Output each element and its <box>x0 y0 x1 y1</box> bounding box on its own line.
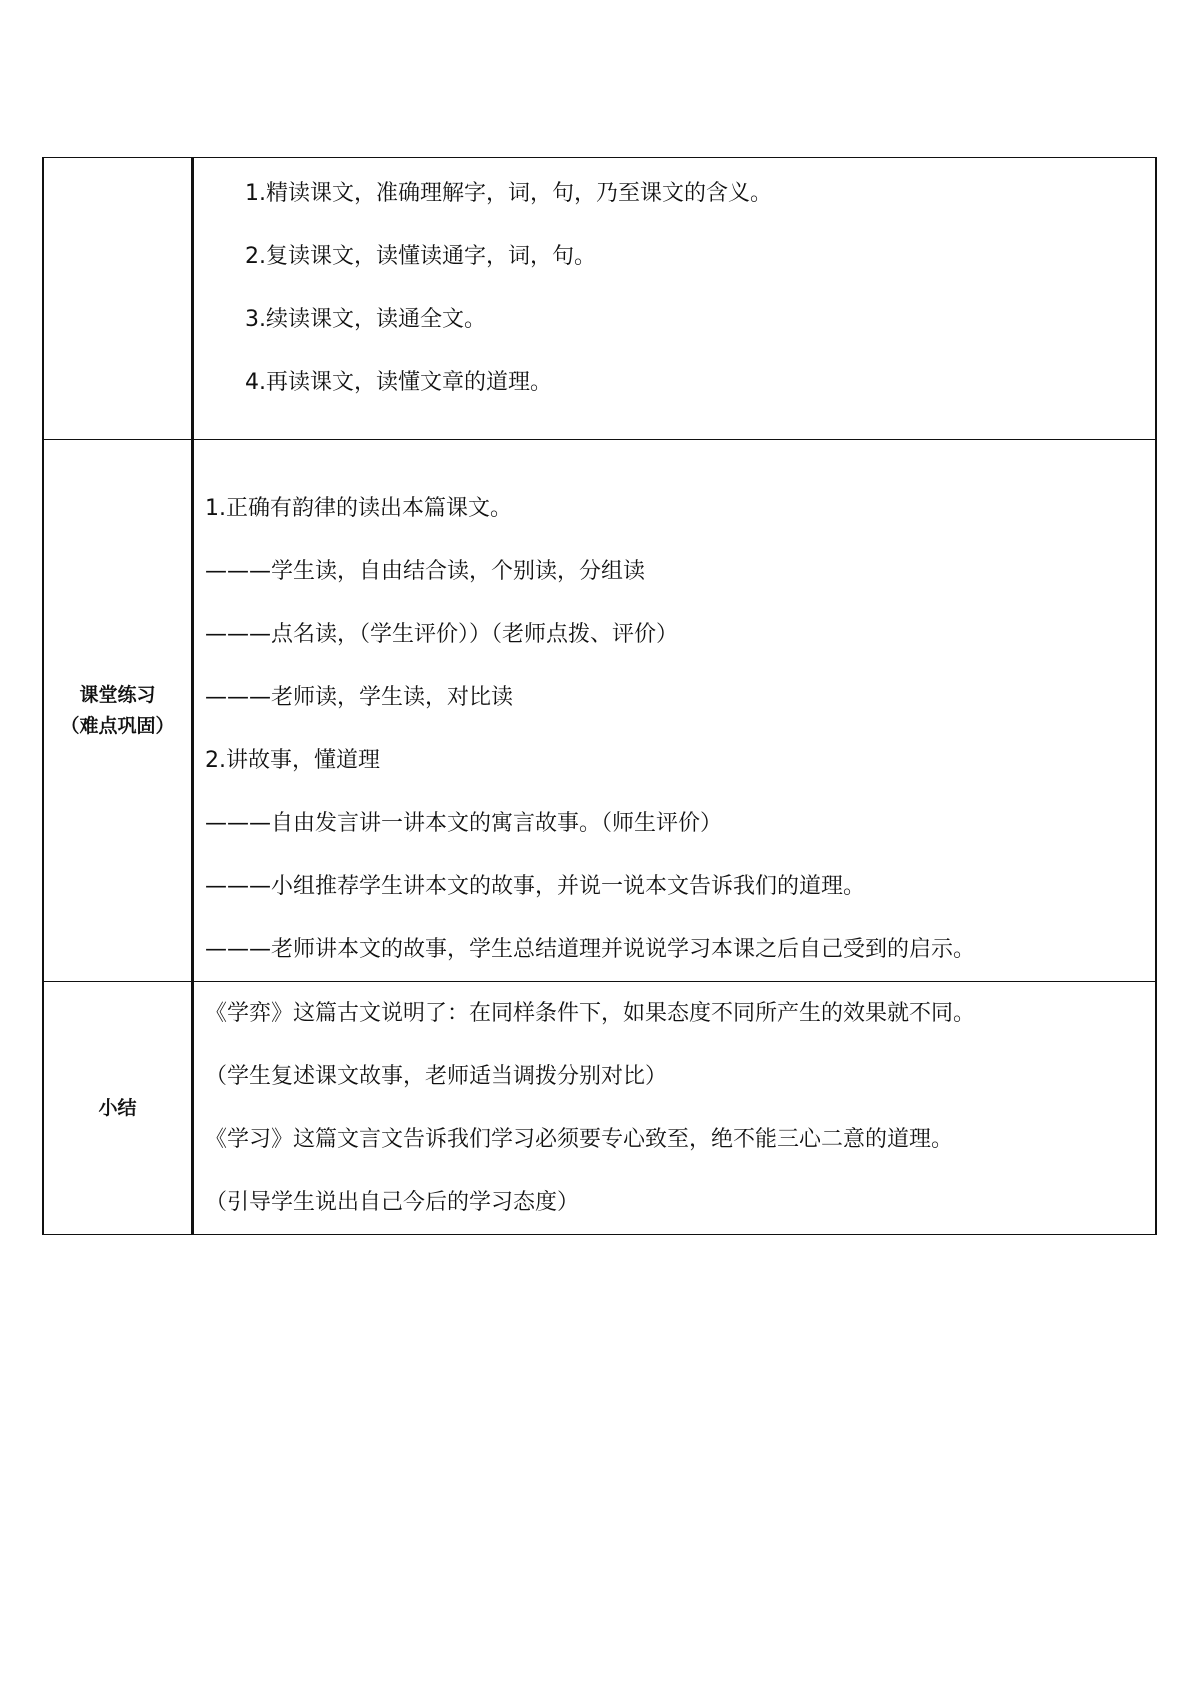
list-item: ———老师讲本文的故事，学生总结道理并说说学习本课之后自己受到的启示。 <box>205 937 976 962</box>
list-item: ———点名读，（学生评价））（老师点拨、评价） <box>205 622 679 647</box>
classroom-practice-list <box>194 440 1155 981</box>
row-content-cell <box>193 440 1157 982</box>
list-item: 2.讲故事，懂道理 <box>205 748 380 773</box>
table-row-summary <box>43 982 1156 1235</box>
list-item: ———老师读，学生读，对比读 <box>205 685 514 710</box>
table-row-classroom-practice <box>43 440 1156 982</box>
list-item: 3.续读课文，读通全文。 <box>245 307 486 332</box>
row-label-line: （难点巩固） <box>60 714 175 737</box>
row-label-cell <box>43 982 193 1235</box>
row-content-cell <box>193 982 1157 1235</box>
list-item: ———自由发言讲一讲本文的寓言故事。（师生评价） <box>205 811 723 836</box>
table-row-reading-steps <box>43 158 1156 440</box>
row-label-line: 课堂练习 <box>79 683 156 706</box>
row-label-line: 小结 <box>98 1096 137 1119</box>
row-label-cell <box>43 158 193 440</box>
lesson-plan-table <box>42 157 1157 1235</box>
list-item: 1.正确有韵律的读出本篇课文。 <box>205 496 512 521</box>
list-item: 《学习》这篇文言文告诉我们学习必须要专心致至，绝不能三心二意的道理。 <box>205 1127 954 1152</box>
reading-steps-list <box>194 158 1155 414</box>
row-label-cell <box>43 440 193 982</box>
summary-list <box>194 982 1155 1234</box>
list-item: 2.复读课文，读懂读通字，词，句。 <box>245 244 596 269</box>
list-item: 4.再读课文，读懂文章的道理。 <box>245 370 552 395</box>
list-item: （引导学生说出自己今后的学习态度） <box>205 1190 580 1215</box>
list-item: （学生复述课文故事，老师适当调拨分别对比） <box>205 1064 668 1089</box>
list-item: ———小组推荐学生讲本文的故事，并说一说本文告诉我们的道理。 <box>205 874 866 899</box>
row-content-cell <box>193 158 1157 440</box>
list-item: 《学弈》这篇古文说明了：在同样条件下，如果态度不同所产生的效果就不同。 <box>205 1001 976 1026</box>
list-item: ———学生读，自由结合读，个别读，分组读 <box>205 559 646 584</box>
list-item: 1.精读课文，准确理解字，词，句，乃至课文的含义。 <box>245 181 772 206</box>
